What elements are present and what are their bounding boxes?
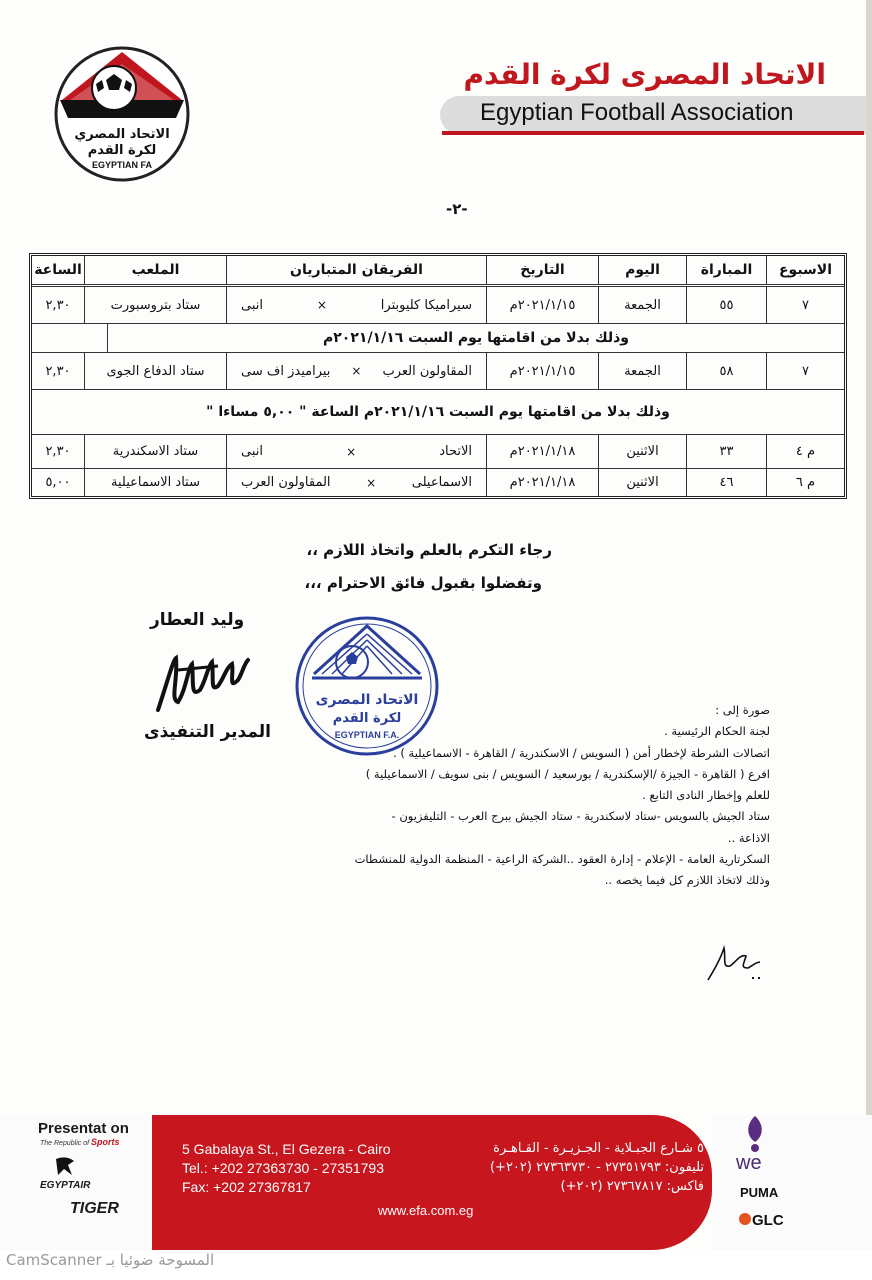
header-venue: الملعب <box>84 256 226 284</box>
versus-mark: × <box>366 475 377 490</box>
cell-date: ٢٠٢١/١/١٨م <box>486 435 598 468</box>
schedule-table <box>29 253 847 499</box>
table-row <box>32 287 844 323</box>
we-logo-icon <box>742 1114 768 1154</box>
copies-line: للعلم وإخطار النادى التابع . <box>642 788 770 803</box>
copies-line: صورة إلى : <box>715 703 770 717</box>
sponsor-tiger: TIGER <box>70 1200 119 1217</box>
header-date: التاريخ <box>486 256 598 284</box>
cell-date: ٢٠٢١/١/١٥م <box>486 353 598 389</box>
copies-line: ستاد الجيش بالسويس -ستاد لاسكندرية - ستاد الجيش ببرج العرب - التليفزيون - <box>391 809 770 824</box>
team-home: الاتحاد <box>439 444 472 459</box>
header-time: الساعة <box>34 262 82 278</box>
header-day: اليوم <box>598 256 686 284</box>
cell-venue: ستاد الاسماعيلية <box>84 469 226 496</box>
team-away: انبى <box>241 444 264 459</box>
header-title-en: Egyptian Football Association <box>480 99 794 126</box>
sponsor-we: we <box>736 1152 762 1174</box>
cell-week: ٧ <box>766 353 844 389</box>
cell-teams <box>226 435 486 468</box>
cell-day: الجمعة <box>598 353 686 389</box>
cell-date: ٢٠٢١/١/١٨م <box>486 469 598 496</box>
header-match: المباراة <box>686 256 766 284</box>
footer-sponsors-right <box>712 1115 872 1250</box>
signatory-name: وليد العطار <box>150 610 245 630</box>
cell-match: ٣٣ <box>686 435 766 468</box>
team-away: انبى <box>241 297 263 313</box>
cell-time: ٢,٣٠ <box>45 444 71 459</box>
team-home: سيراميكا كليوبترا <box>380 297 472 313</box>
cell-day: الجمعة <box>598 287 686 323</box>
team-away: بيراميدز اف سى <box>241 363 331 379</box>
copies-line: لجنة الحكام الرئيسية . <box>664 724 770 739</box>
scanner-watermark: CamScanner المسوحة ضوئيا بـ <box>6 1251 215 1269</box>
cell-match: ٤٦ <box>686 469 766 496</box>
cell-week: ٧ <box>766 287 844 323</box>
cell-time: ٥,٠٠ <box>45 475 71 490</box>
cell-teams <box>226 353 486 389</box>
initials-signature <box>700 940 770 985</box>
sponsor-presentation-name: Presentat on <box>38 1120 129 1137</box>
cell-time: ٢,٣٠ <box>45 297 71 313</box>
page-number: -٢- <box>446 200 468 218</box>
closing-line-2: وتفضلوا بقبول فائق الاحترام ،،، <box>304 574 542 592</box>
efa-logo <box>52 44 192 184</box>
footer-fax-ar: فاكس: ٢٧٣٦٧٨١٧ (٢٠٢+) <box>560 1179 704 1194</box>
logo-text-ar-2: لكرة القدم <box>87 143 157 158</box>
versus-mark: × <box>346 444 357 459</box>
cell-match: ٥٥ <box>686 287 766 323</box>
cell-week: م ٦ <box>766 469 844 496</box>
table-row <box>32 469 844 496</box>
header-title-ar: الاتحاد المصرى لكرة القدم <box>463 58 826 91</box>
table-header-row <box>32 256 844 284</box>
copies-line: الاذاعة .. <box>727 830 770 845</box>
table-note: وذلك بدلا من اقامتها يوم السبت ٢٠٢١/١/١٦م الساعة " ٥,٠٠ مساءا " <box>206 404 670 420</box>
versus-mark: × <box>351 364 362 378</box>
stamp-text-ar-2: لكرة القدم <box>332 711 402 726</box>
glc-logo-icon <box>738 1212 752 1226</box>
versus-mark: × <box>316 298 327 312</box>
cell-day: الاثنين <box>598 469 686 496</box>
copies-line: السكرتارية العامة - الإعلام - إدارة العقود ..الشركة الراعية - المنظمة الدولية للمنشطات <box>354 852 770 867</box>
sponsor-egyptair: EGYPTAIR <box>40 1180 91 1191</box>
team-home: المقاولون العرب <box>382 363 472 379</box>
egyptair-logo-icon <box>52 1155 78 1179</box>
cell-time: ٢,٣٠ <box>45 363 71 379</box>
cell-day: الاثنين <box>598 435 686 468</box>
cell-venue: ستاد بتروسبورت <box>84 287 226 323</box>
note-time-cell <box>32 324 108 352</box>
cell-teams <box>226 469 486 496</box>
footer-fax-en: Fax: +202 27367817 <box>182 1179 311 1195</box>
copies-list <box>300 700 770 892</box>
closing-line-1: رجاء التكرم بالعلم واتخاذ اللازم ،، <box>306 541 552 559</box>
footer-website: www.efa.com.eg <box>378 1203 474 1218</box>
stamp-text-ar-1: الاتحاد المصرى <box>315 692 419 708</box>
sponsor-presentation <box>38 1120 129 1137</box>
footer-address-ar: ٥ شـارع الجبـلاية - الجـزيـرة - القـاهـرة <box>493 1141 704 1156</box>
footer-address-en: 5 Gabalaya St., El Gezera - Cairo <box>182 1141 391 1157</box>
header-week: الاسبوع <box>766 256 844 284</box>
table-row <box>32 435 844 468</box>
cell-date: ٢٠٢١/١/١٥م <box>486 287 598 323</box>
team-home: الاسماعيلى <box>411 475 472 490</box>
table-note: وذلك بدلا من اقامتها يوم السبت ٢٠٢١/١/١٦م <box>323 330 630 346</box>
cell-week: م ٤ <box>766 435 844 468</box>
stamp-text-en: EGYPTIAN F.A. <box>334 730 400 740</box>
sponsor-glc: GLC <box>752 1212 784 1229</box>
team-away: المقاولون العرب <box>241 475 331 490</box>
footer-tel-ar: تليفون: ٢٧٣٥١٧٩٣ - ٢٧٣٦٣٧٣٠ (٢٠٢+) <box>489 1160 704 1175</box>
header-bar-accent <box>442 131 864 135</box>
sponsor-puma: PUMA <box>740 1185 779 1200</box>
sponsor-presentation-tag <box>40 1137 120 1147</box>
cell-venue: ستاد الدفاع الجوى <box>84 353 226 389</box>
table-row <box>32 353 844 389</box>
sponsor-tagline: The Republic of <box>40 1140 90 1147</box>
copies-line: افرع ( القاهرة - الجيزة /الإسكندرية / بورسعيد / السويس / بنى سويف / الاسماعيلية ) <box>365 766 770 781</box>
copies-line: وذلك لاتخاذ اللازم كل فيما يخصه .. <box>604 873 770 888</box>
signature-image <box>148 650 258 720</box>
logo-text-ar-1: الاتحاد المصري <box>74 127 170 142</box>
sponsor-sports: Sports <box>90 1137 120 1147</box>
cell-teams <box>226 287 486 323</box>
cell-venue: ستاد الاسكندرية <box>84 435 226 468</box>
page-edge <box>866 0 872 1250</box>
header-teams: الفريقان المتباريان <box>226 256 486 284</box>
logo-text-en: EGYPTIAN FA <box>91 160 153 170</box>
signatory-title: المدير التنفيذى <box>144 722 271 742</box>
cell-match: ٥٨ <box>686 353 766 389</box>
footer-tel-en: Tel.: +202 27363730 - 27351793 <box>182 1160 385 1176</box>
copies-line: اتصالات الشرطة لإخطار أمن ( السويس / الاسكندرية / القاهرة - الاسماعيلية ) . <box>393 745 770 760</box>
